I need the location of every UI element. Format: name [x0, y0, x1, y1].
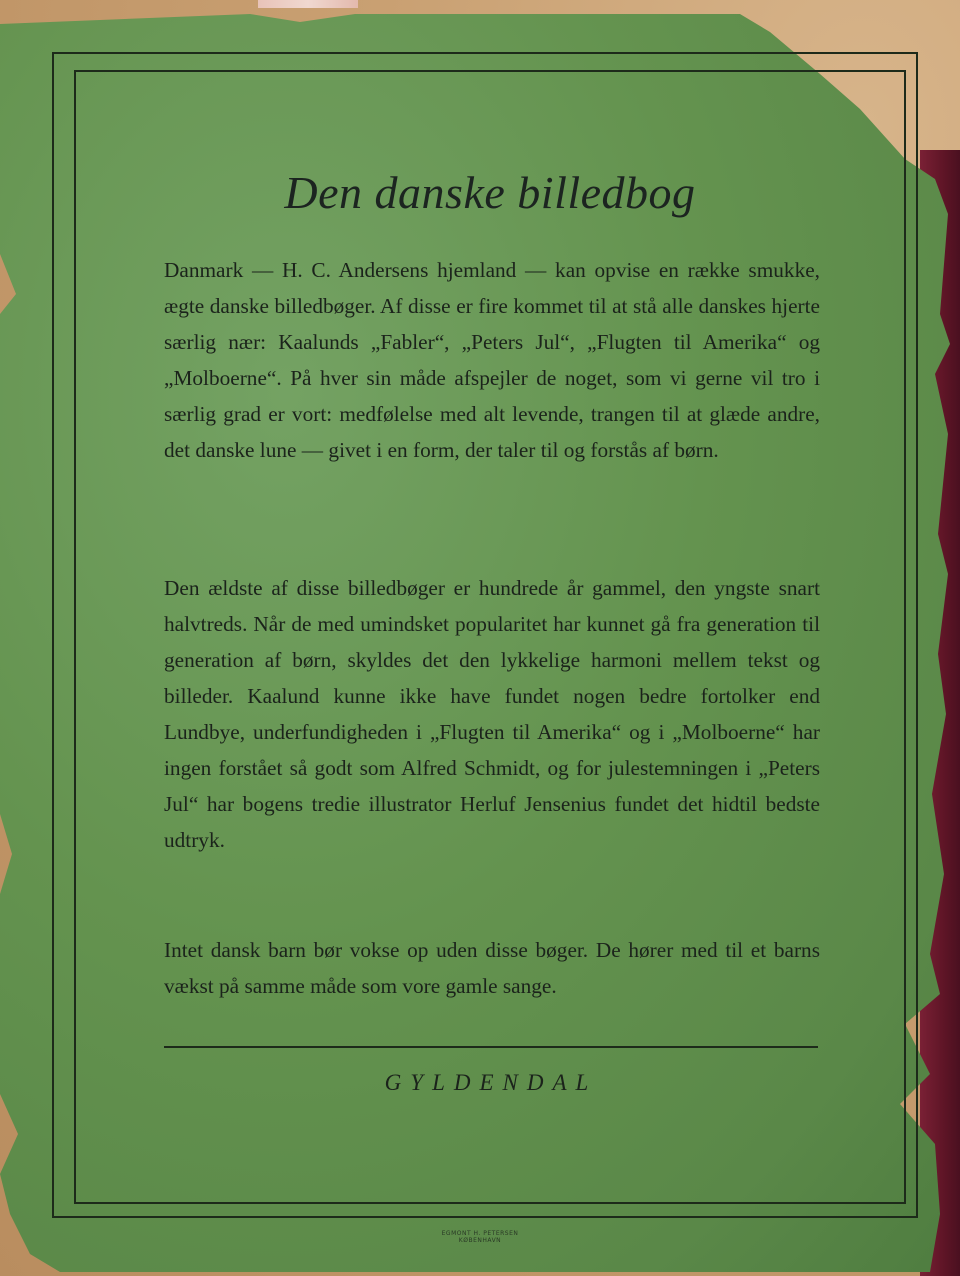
printer-city: KØBENHAVN: [458, 1237, 502, 1244]
divider-rule: [164, 1046, 818, 1048]
page-title: Den danske billedbog: [284, 167, 696, 218]
paper-scrap: [258, 0, 358, 8]
paragraph-1: Danmark — H. C. Andersens hjemland — kan opvise en række smukke, ægte danske billedbøger. Af disse er fire kommet til at stå alle danskes hjerte særlig nær: Kaalunds „Fabler“, „Peters Jul“, „Flugten til Amerika“ og „Molboerne“. På hver sin måde afspejler de noget, som vi gerne vil tro i særlig grad er vort: medfølelse med alt levende, trangen til at glæde andre, det danske lune — givet i en form, der taler til og forstås af børn.: [164, 258, 820, 462]
paragraph-3: Intet dansk barn bør vokse op uden disse bøger. De hører med til et barns vækst på samme måde som vore gamle sange.: [164, 938, 820, 998]
printer-name: EGMONT H. PETERSEN: [441, 1230, 519, 1237]
paragraph-2: Den ældste af disse billedbøger er hundrede år gammel, den yngste snart halvtreds. Når de med umindsket popularitet har kunnet gå fra generation til generation af børn, skyldes det den lykkelige harmoni mellem tekst og billeder. Kaalund kunne ikke have fundet nogen bedre fortolker end Lundbye, underfundigheden i „Flugten til Amerika“ og i „Molboerne“ har ingen forstået så godt som Alfred Schmidt, og for julestemningen i „Peters Jul“ har bogens tredie illustrator Herluf Jensenius fundet det hidtil bedste udtryk.: [164, 576, 820, 852]
publisher-name: GYLDENDAL: [384, 1070, 598, 1095]
printer-imprint: [400, 1230, 560, 1244]
